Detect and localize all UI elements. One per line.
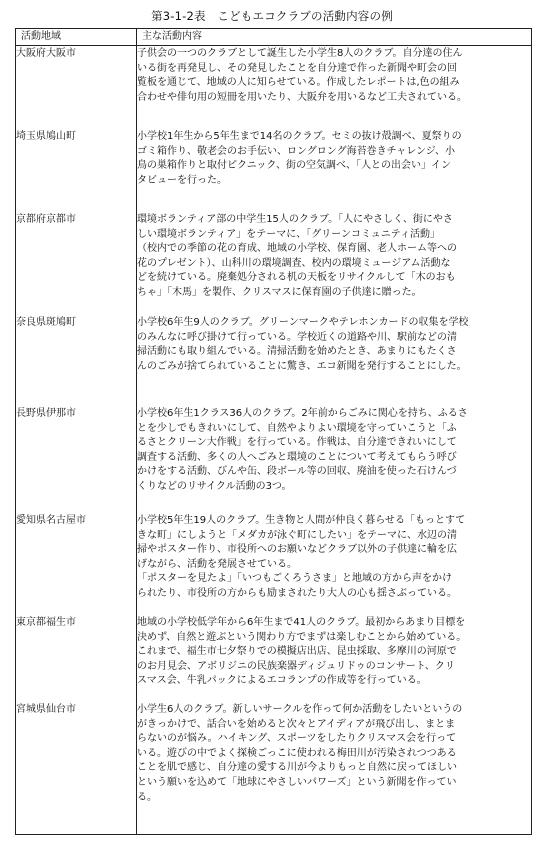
table-row [16,211,532,313]
table-title: 第3-1-2表 こどもエコクラブの活動内容の例 [151,9,393,23]
content-line: しい環境ボランティア」をテーマに、「グリーンコミュニティ活動」 [137,228,440,240]
content-line: 地域の小学校低学年から6年生まで41人のクラブ。最初からあまり目標を [137,617,466,628]
region-name: 埼玉県鳩山町 [16,131,76,142]
content-cell [137,701,532,835]
content-line: いる。遊びの中でよく探検ごっこに使われる梅田川が汚染されつつある [137,747,457,759]
content-line: という願いを込めて「地球にやさしいパワーズ」という新聞を作ってい [137,776,457,788]
region-cell [16,404,137,511]
content-line: 小学生6人のクラブ。新しいサークルを作って何か活動をしたいというの [137,704,463,715]
content-cell [137,313,532,404]
region-cell [16,313,137,404]
region-name: 長野県伊那市 [16,408,76,419]
content-line: タビューを行った。 [137,174,227,186]
region-cell [16,614,137,701]
content-line: る。 [137,791,157,803]
content-line: がきっかけで、話合いを始めると次々とアイディアが飛び出し、まとま [137,718,456,730]
content-cell [137,511,532,614]
content-cell [137,211,532,313]
content-line: んのごみが捨てられていることに驚き、エコ新聞を発行することにした。 [137,360,467,372]
region-name: 宮城県仙台市 [16,704,76,715]
table-header-row [16,29,532,46]
content-line: ゴミ箱作り、敬老会のお手伝い、ロングロング海苔巻きチャレンジ、小 [137,145,455,157]
table-row [16,511,532,614]
content-line: 子供会の一つのクラブとして誕生した小学生8人のクラブ。自分達の住ん [137,48,463,59]
region-cell [16,211,137,313]
content-line: 決めず、自然と遊ぶという関わり方でまずは楽しむことから始めている。 [137,631,467,643]
header-region: 活動地域 [16,29,137,46]
content-line: 「ポスターを見たよ」「いつもごくろうさま」と地域の方から声をかけ [137,573,452,585]
content-cell [137,404,532,511]
table-row [16,614,532,701]
table-row [16,701,532,835]
region-name: 大阪府大阪市 [16,48,76,59]
content-line: 環境ボランティア部の中学生15人のクラブ。「人にやさしく、街にやさ [137,214,453,225]
region-name: 奈良県斑鳩町 [16,317,76,328]
header-content: 主な活動内容 [137,29,532,46]
table-row [16,313,532,404]
content-cell [137,127,532,211]
table-row [16,127,532,211]
content-line: いる街を再発見し、その発見したことを自分達で作った新聞や町会の回 [137,62,457,74]
region-cell [16,701,137,835]
content-line: （校内での季節の花の育成、地域の小学校、保育園、老人ホーム等への [137,243,457,255]
content-line: らないのが悩み。ハイキング、スポーツをしたりクリスマス会を行って [137,733,457,745]
content-line: ちゃ」「木馬」を製作、クリスマスに保育園の子供達に贈った。 [137,286,422,298]
content-line: かけをする活動、びんや缶、段ボール等の回収、廃油を使った石けんづ [137,466,457,478]
content-line: 鳥の巣箱作りと取付ピクニック、街の空気調べ、「人との出会い」イン [137,160,451,172]
activity-table [15,28,532,835]
content-line: 小学校1年生から5年生まで14名のクラブ。セミの抜け殻調べ、夏祭りの [137,131,462,142]
region-name: 愛知県名古屋市 [16,515,86,526]
content-line: られたり、市役所の方からも励まされたり大人の心も揺さぶっている。 [137,587,457,599]
content-line: 小学校5年生19人のクラブ。生き物と人間が仲良く暮らせる「もっとすて [137,515,466,526]
region-name: 東京都福生市 [16,617,76,628]
content-line: 覧板を通じて、地域の人に知らせている。作成したレポートは,色の組み [137,77,460,89]
content-line: 合わせや俳句用の短冊を用いたり、大阪弁を用いるなど工夫されている。 [137,91,467,103]
content-line: げながら、活動を発展させている。 [137,558,297,570]
content-line: 小学校6年生1クラス36人のクラブ。2年前からごみに関心を持ち、ふるさ [137,408,468,419]
content-line: とを少しでもきれいにして、自然やよりよい環境を守っていこうと「ふ [137,422,457,434]
content-line: 調査する活動、多くの人へごみと環境のことについて考えてもらう呼び [137,451,457,463]
content-line: 掃活動にも取り組んでいる。清掃活動を始めたとき、あまりにもたくさ [137,346,457,358]
region-cell [16,511,137,614]
region-cell [16,127,137,211]
content-line: どを続けている。廃棄処分される机の天板をリサイクルして「木のおも [137,272,456,284]
content-line: 小学校6年生9人のクラブ。グリーンマークやテレホンカードの収集を学校 [137,317,469,328]
content-line: のお月見会、アボリジニの民族楽器ディジュリドゥのコンサート、クリ [137,660,455,672]
content-line: スマス会、牛乳パックによるエコランプの作成等を行っている。 [137,675,427,687]
content-line: ことを肌で感じ、自分達の愛する川が今よりもっと自然に戻ってほしい [137,762,457,774]
content-line: 掃やポスター作り、市役所へのお願いなどクラブ以外の子供達に輪を広 [137,544,457,556]
table-row [16,46,532,128]
content-line: のみんなに呼び掛けて行っている。学校近くの道路や川、駅前などの清 [137,331,457,343]
region-name: 京都府京都市 [16,214,76,225]
content-line: るさとクリーン大作戦」を行っている。作戦は、自分達できれいにして [137,437,457,449]
content-line: くりなどのリサイクル活動の3つ。 [137,480,292,492]
content-line: これまで、福生市七夕祭りでの模擬店出店、昆虫採取、多摩川の河原で [137,646,457,658]
content-cell [137,46,532,128]
content-line: きな町」にしようと「メダカが泳ぐ町にしたい」をテーマに、水辺の清 [137,529,457,541]
content-cell [137,614,532,701]
table-row [16,404,532,511]
content-line: 花のプレゼント）、山科川の環境調査、校内の環境ミュージアム活動な [137,257,451,269]
region-cell [16,46,137,128]
